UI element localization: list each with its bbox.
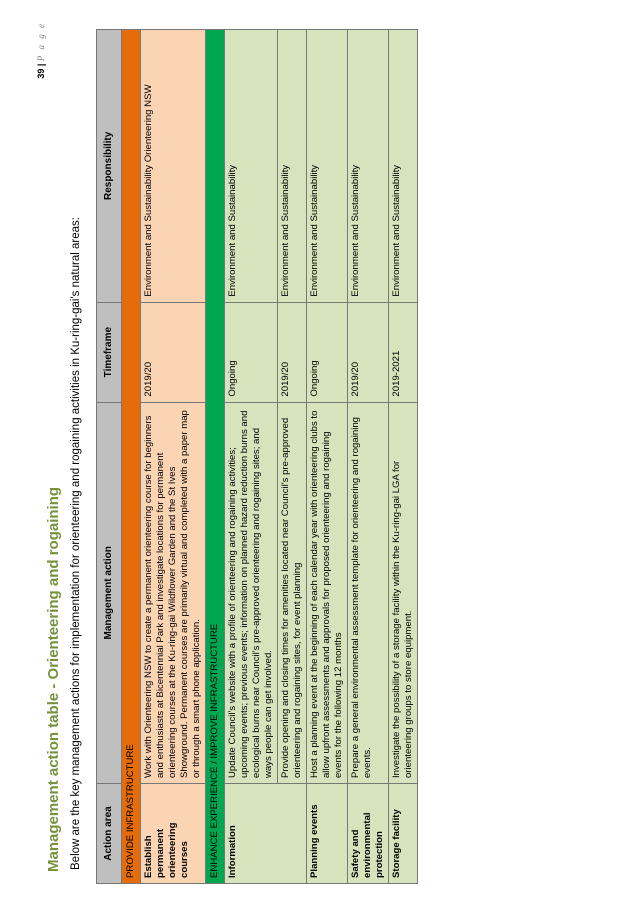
table-row xyxy=(389,30,418,884)
management-action-cell: Host a planning event at the beginning of each calendar year with orienteering clubs to allow upfront assessments and approvals for proposed orienteering and rogaining events for the following 12 months xyxy=(307,402,348,783)
section-header-provide-infrastructure xyxy=(122,30,141,884)
responsibility-cell: Environment and Sustainability xyxy=(225,30,278,303)
page-number-value: 39 xyxy=(36,68,46,79)
management-action-table xyxy=(96,29,418,884)
timeframe-cell: 2019/20 xyxy=(348,302,389,402)
management-action-cell: Work with Orienteering NSW to create a permanent orienteering course for beginners and enthusiasts at Bicentennial Park and investigate locations for permanent orienteering courses at the Ku-ring-gai Wildflower Garden and the St Ives Showground. Permanent courses are primarily virtual and completed with a paper map or through a smart phone application. xyxy=(141,402,206,783)
page-number-separator: | xyxy=(36,63,46,67)
management-action-cell: Provide opening and closing times for amenities located near Council's pre-approved orienteering and rogaining sites, for event planning xyxy=(278,402,307,783)
table-row xyxy=(141,30,206,884)
page-title: Management action table - Orienteering and rogaining xyxy=(45,486,62,872)
responsibility-cell: Environment and Sustainability Orienteering NSW xyxy=(141,30,206,303)
management-action-cell: Investigate the possibility of a storage facility within the Ku-ring-gai LGA for orienteering groups to store equipment. xyxy=(389,402,418,783)
management-action-cell: Prepare a general environmental assessment template for orienteering and rogaining events. xyxy=(348,402,389,783)
timeframe-cell: 2019-2021 xyxy=(389,302,418,402)
action-area-cell: Planning events xyxy=(307,784,348,884)
intro-text: Below are the key management actions for implementation for orienteering and rogaining activities in Ku-ring-gai's natural areas: xyxy=(70,217,82,870)
management-action-cell: Update Council's website with a profile of orienteering and rogaining activities; upcoming events; previous events; information on planned hazard reduction burns and ecological burns near Council's pre-approved orienteering and rogaining sites; and ways people can get involved. xyxy=(225,402,278,783)
page-number xyxy=(36,22,46,79)
table-row xyxy=(225,30,278,884)
table-row xyxy=(278,30,307,884)
responsibility-cell: Environment and Sustainability xyxy=(389,30,418,303)
timeframe-cell: 2019/20 xyxy=(141,302,206,402)
action-area-cell: Information xyxy=(225,784,307,884)
table-header-row xyxy=(97,30,122,884)
table-row xyxy=(348,30,389,884)
action-area-cell: Storage facility xyxy=(389,784,418,884)
table-row xyxy=(307,30,348,884)
section-title: PROVIDE INFRASTRUCTURE xyxy=(122,30,141,884)
header-management-action: Management action xyxy=(97,402,122,783)
timeframe-cell: Ongoing xyxy=(225,302,278,402)
responsibility-cell: Environment and Sustainability xyxy=(278,30,307,303)
section-title: ENHANCE EXPERIENCE / IMPROVE INFRASTRUCTURE xyxy=(206,30,225,884)
responsibility-cell: Environment and Sustainability xyxy=(348,30,389,303)
header-timeframe: Timeframe xyxy=(97,302,122,402)
timeframe-cell: 2019/20 xyxy=(278,302,307,402)
header-action-area: Action area xyxy=(97,784,122,884)
header-responsibility: Responsibility xyxy=(97,30,122,303)
action-area-cell: Safety and environmental protection xyxy=(348,784,389,884)
page-label: P a g e xyxy=(36,22,46,62)
section-header-enhance-experience xyxy=(206,30,225,884)
action-area-cell: Establish permanent orienteering courses xyxy=(141,784,206,884)
responsibility-cell: Environment and Sustainability xyxy=(307,30,348,303)
timeframe-cell: Ongoing xyxy=(307,302,348,402)
